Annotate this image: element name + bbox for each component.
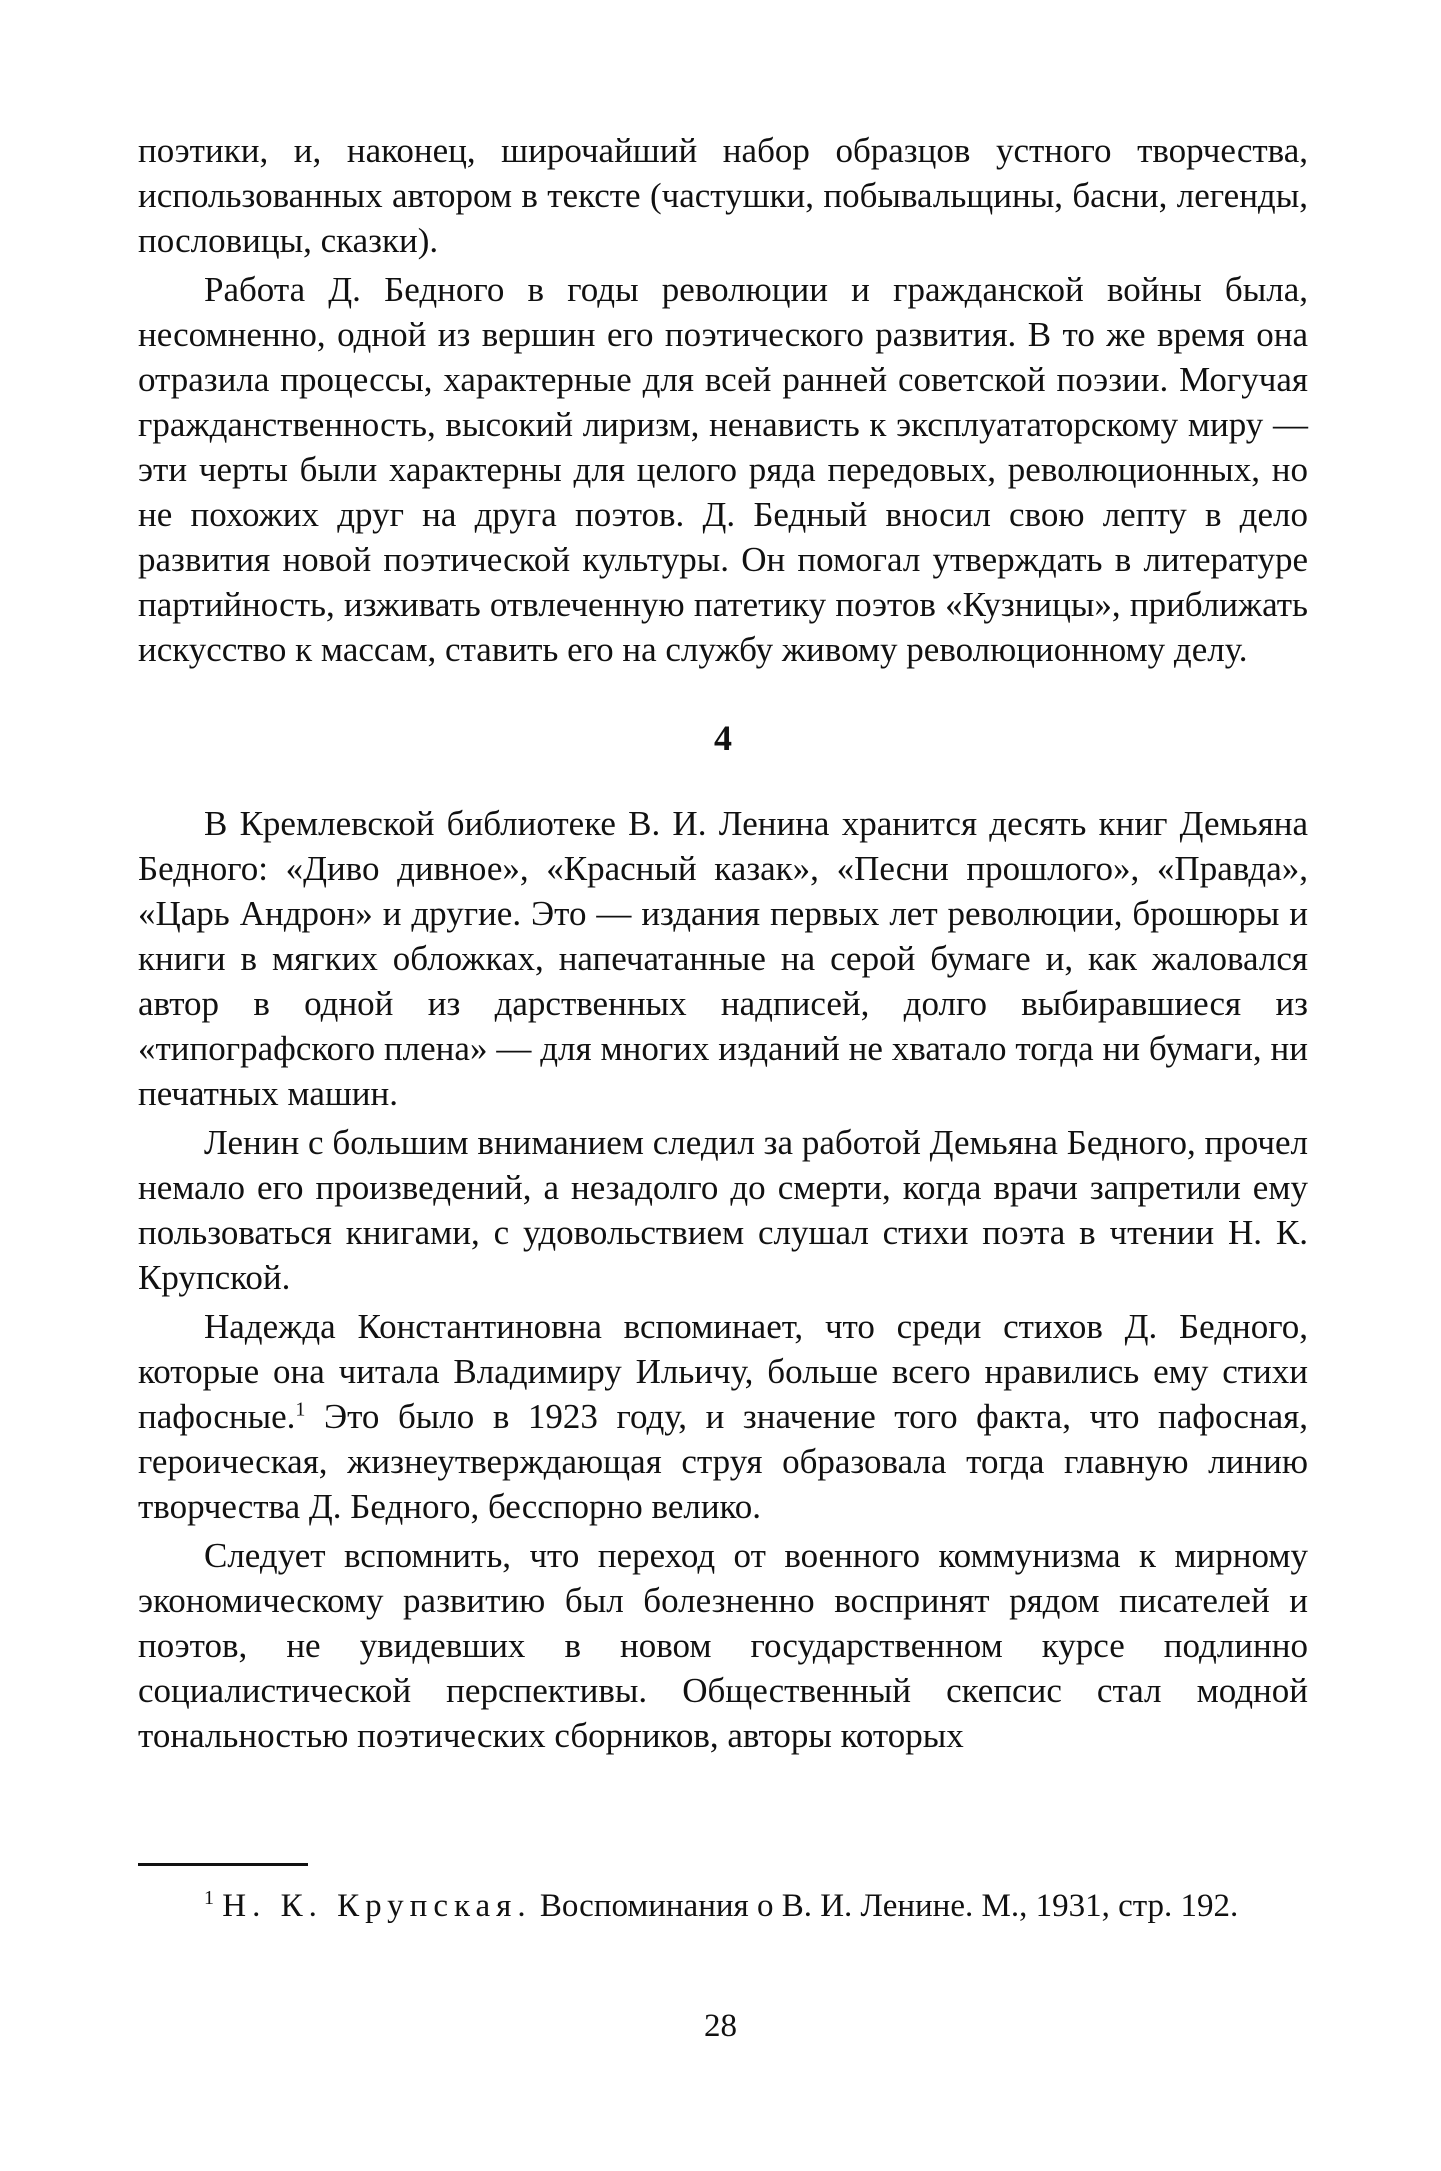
paragraph-lenin-reading: Ленин с большим вниманием следил за работой Демьяна Бедного, прочел немало его произведений, а незадолго до смерти, когда врачи запретили ему пользоваться книгами, с удовольствием слушал стихи поэта в чтении Н. К. Крупской. bbox=[138, 1123, 1308, 1297]
footnote-author: Н. К. Крупская. bbox=[222, 1888, 532, 1924]
footnote-divider bbox=[138, 1863, 308, 1866]
paragraph-kremlin-library: В Кремлевской библиотеке В. И. Ленина хранится десять книг Демьяна Бедного: «Диво дивное», «Красный казак», «Песни прошлого», «Правда», «Царь Андрон» и другие. Это — издания первых лет революции, брошюры и книги в мягких обложках, напечатанные на серой бумаге и, как жаловался автор в одной из дарственных надписей, долго выбиравшиеся из «типографского плена» — для многих изданий не хватало тогда ни бумаги, ни печатных машин. bbox=[138, 804, 1308, 1113]
footnote-reference[interactable]: 1 bbox=[295, 1398, 306, 1421]
footnote-text: Воспоминания о В. И. Ленине. М., 1931, стр. 192. bbox=[531, 1888, 1239, 1924]
footnote-mark: 1 bbox=[204, 1887, 214, 1909]
krupskaya-text-after-ref: Это было в 1923 году, и значение того факта, что пафосная, героическая, жизнеутверждающая струя образовала тогда главную линию творчества Д. Бедного, бесспорно велико. bbox=[138, 1397, 1308, 1526]
section-number: 4 bbox=[714, 718, 732, 758]
footnote bbox=[138, 1885, 1308, 1927]
krupskaya-text-before-ref: Надежда Константиновна вспоминает, что среди стихов Д. Бедного, которые она читала Владимиру Ильичу, больше всего нравились ему стихи пафосные. bbox=[138, 1307, 1308, 1436]
paragraph-war-communism: Следует вспомнить, что переход от военного коммунизма к мирному экономическому развитию был болезненно воспринят рядом писателей и поэтов, не увидевших в новом государственном курсе подлинно социалистической перспективы. Общественный скепсис стал модной тональностью поэтических сборников, авторы которых bbox=[138, 1536, 1308, 1755]
page-body bbox=[138, 128, 1308, 1762]
page-number: 28 bbox=[704, 2008, 737, 2044]
paragraph-continuation: поэтики, и, наконец, широчайший набор образцов устного творчества, использованных автором в тексте (частушки, побывальщины, басни, легенды, пословицы, сказки). bbox=[138, 131, 1308, 260]
paragraph-krupskaya-memoir bbox=[138, 1304, 1308, 1529]
paragraph-bedny-work: Работа Д. Бедного в годы революции и гражданской войны была, несомненно, одной из вершин его поэтического развития. В то же время она отразила процессы, характерные для всей ранней советской поэзии. Могучая гражданственность, высокий лиризм, ненависть к эксплуататорскому миру — эти черты были характерны для целого ряда передовых, революционных, но не похожих друг на друга поэтов. Д. Бедный вносил свою лепту в дело развития новой поэтической культуры. Он помогал утверждать в литературе партийность, изживать отвлеченную патетику поэтов «Кузницы», приближать искусство к массам, ставить его на службу живому революционному делу. bbox=[138, 270, 1308, 669]
